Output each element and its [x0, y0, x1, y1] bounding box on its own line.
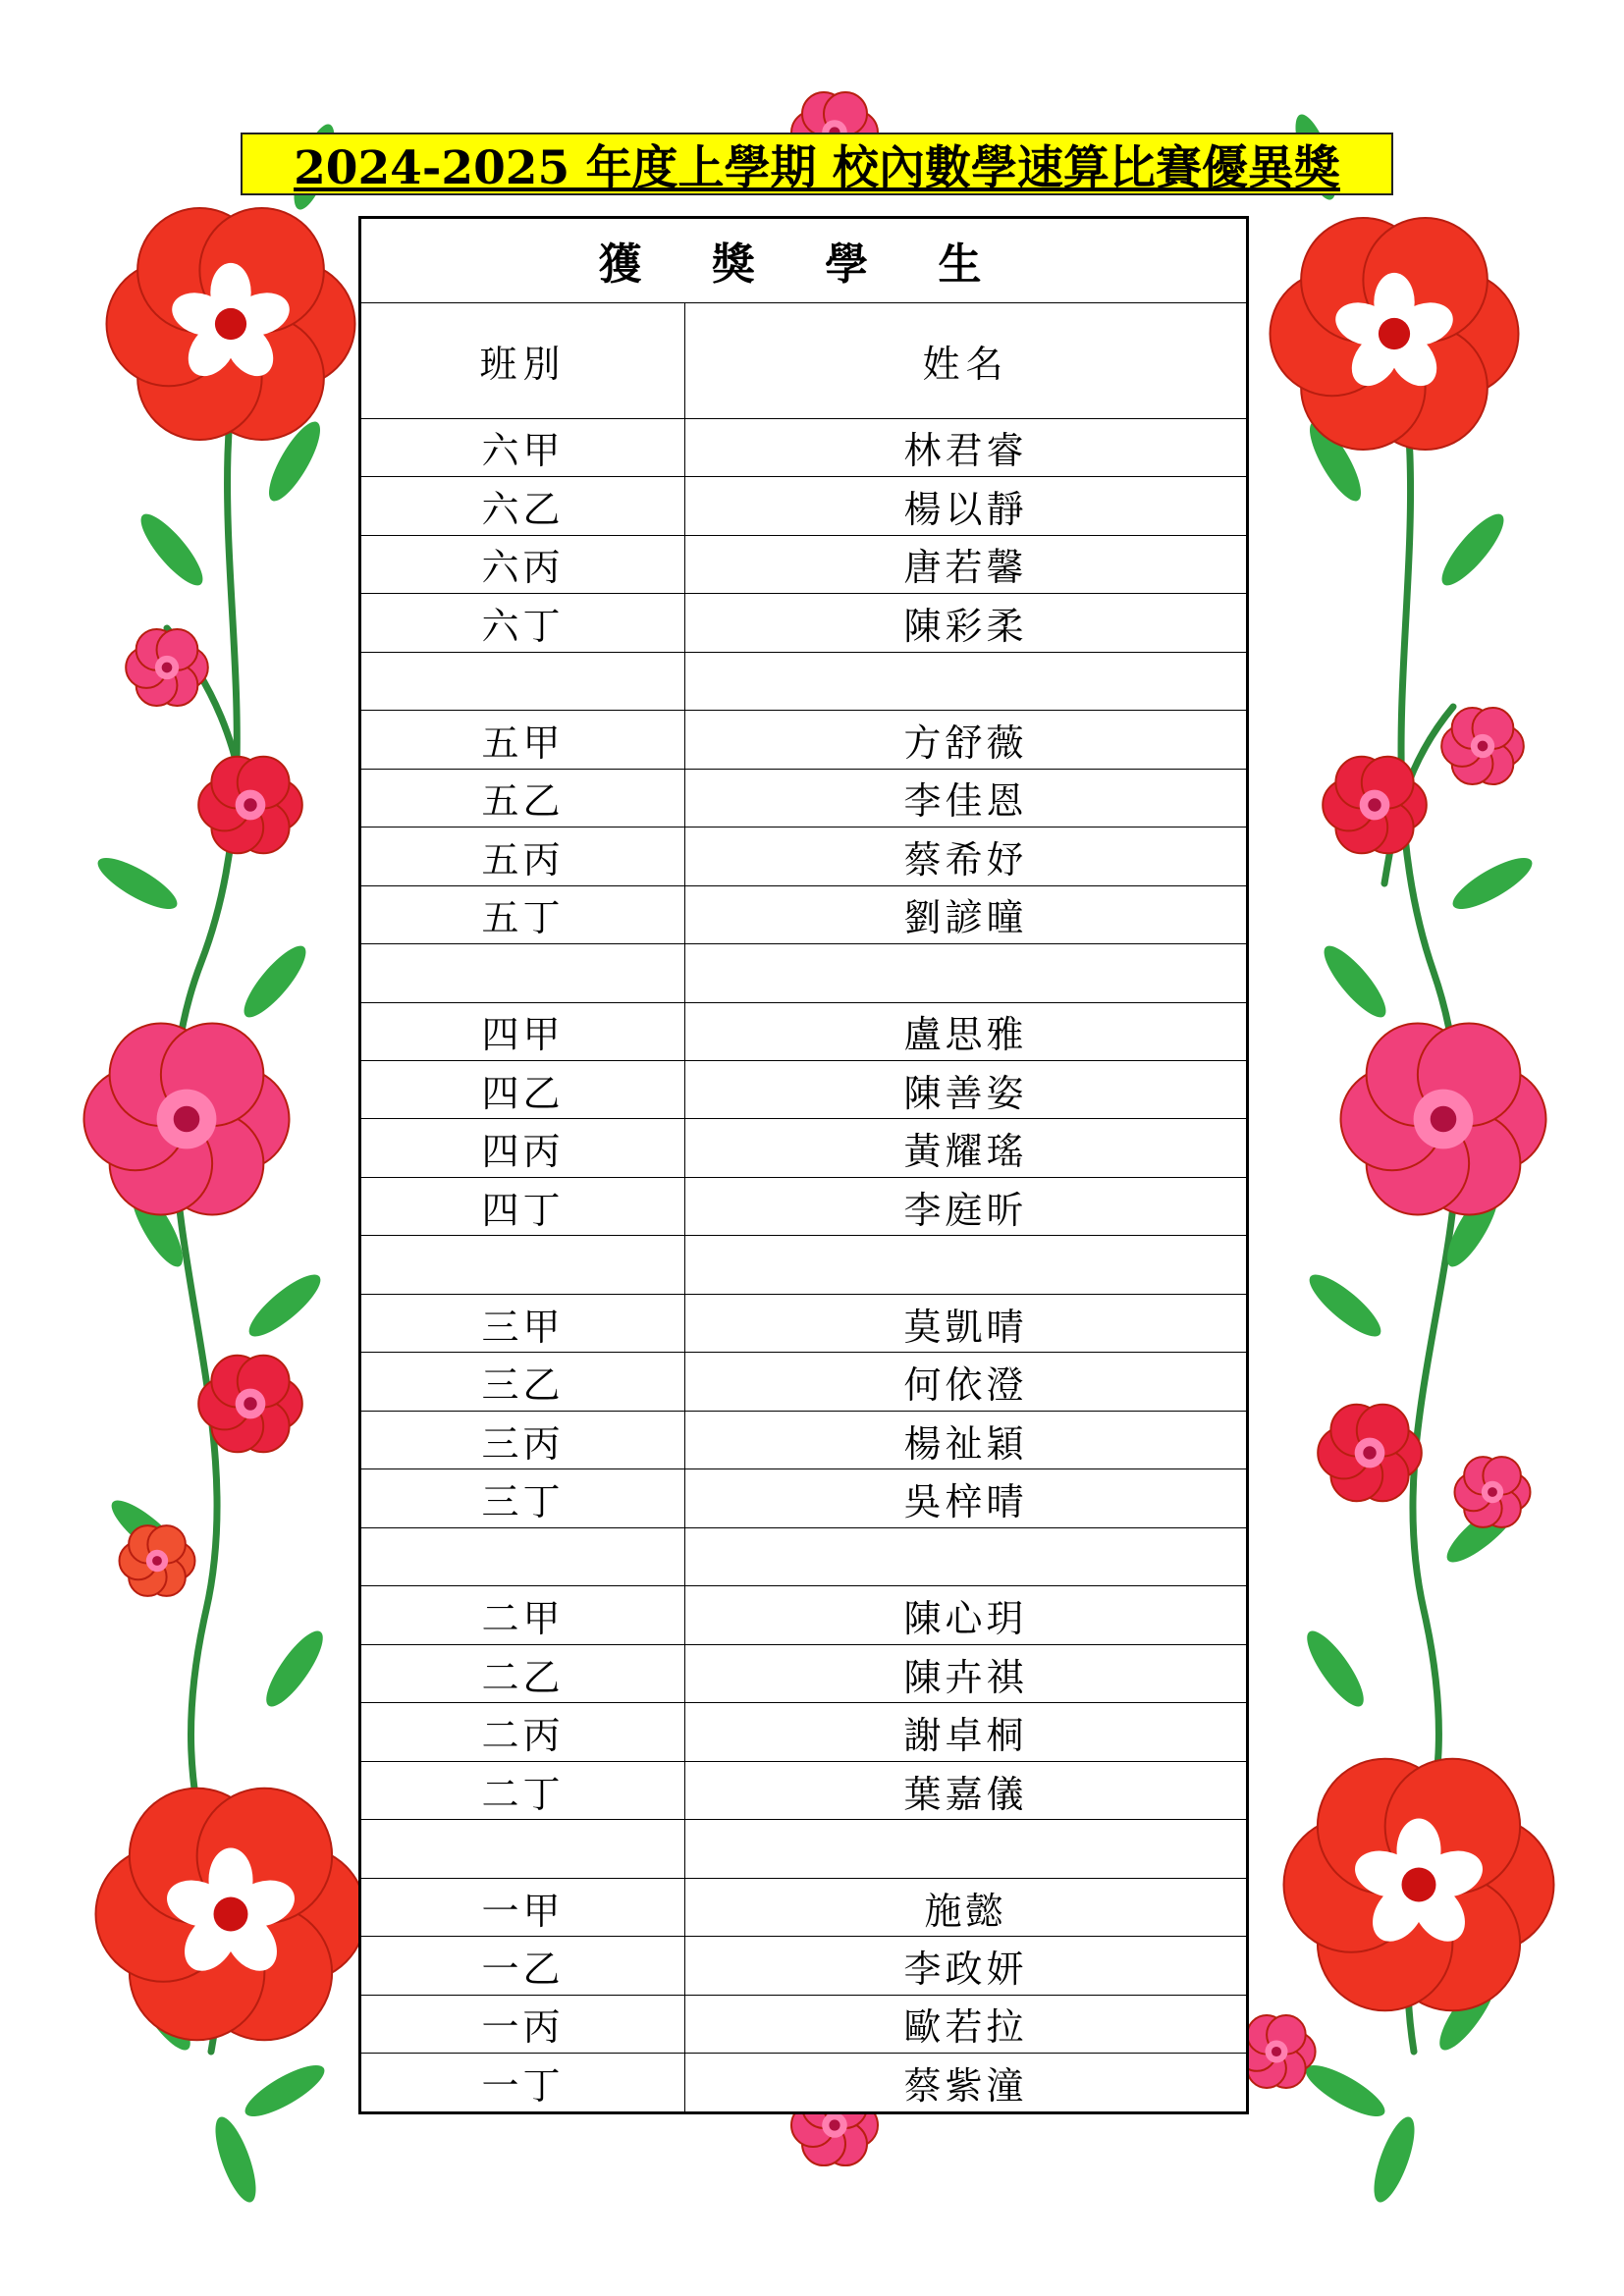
- flower-icon: [126, 629, 208, 706]
- student-name-cell: 陳心玥: [685, 1586, 1247, 1644]
- class-cell: 一甲: [361, 1878, 685, 1936]
- table-row: [361, 1761, 1247, 1819]
- student-name-cell: 莫凱晴: [685, 1294, 1247, 1352]
- student-name-cell: 施懿: [685, 1878, 1247, 1936]
- table-header-row: [361, 302, 1247, 418]
- table-row: [361, 594, 1247, 652]
- flower-icon: [1323, 757, 1427, 854]
- class-cell: 二乙: [361, 1644, 685, 1702]
- table-row: [361, 477, 1247, 535]
- table-caption: 獲 獎 學 生: [361, 219, 1247, 303]
- class-cell: 四丁: [361, 1177, 685, 1235]
- leaf-icon: [242, 1266, 328, 1346]
- class-cell: 一丁: [361, 2054, 685, 2112]
- table-row: [361, 1177, 1247, 1235]
- leaf-icon: [133, 507, 212, 593]
- leaf-icon: [1434, 507, 1513, 593]
- table-row: [361, 1469, 1247, 1527]
- class-cell: 四乙: [361, 1061, 685, 1119]
- class-cell: 五丙: [361, 828, 685, 885]
- flower-icon: [107, 208, 355, 440]
- class-cell: 三丙: [361, 1411, 685, 1468]
- flower-icon: [1341, 1024, 1546, 1215]
- class-cell: 五甲: [361, 711, 685, 769]
- table-row: [361, 769, 1247, 827]
- flower-icon: [1271, 218, 1519, 450]
- flower-icon: [1455, 1457, 1531, 1527]
- class-cell: 六丁: [361, 594, 685, 652]
- class-cell: [361, 944, 685, 1002]
- class-cell: 二丙: [361, 1703, 685, 1761]
- table-row: [361, 1586, 1247, 1644]
- class-cell: 三甲: [361, 1294, 685, 1352]
- flower-icon: [198, 757, 302, 854]
- table-row: [361, 1937, 1247, 1995]
- leaf-icon: [1366, 2112, 1423, 2207]
- class-cell: 四甲: [361, 1002, 685, 1060]
- student-name-cell: 方舒薇: [685, 711, 1247, 769]
- student-name-cell: [685, 1236, 1247, 1294]
- student-name-cell: 何依澄: [685, 1353, 1247, 1411]
- class-cell: 五乙: [361, 769, 685, 827]
- student-name-cell: 楊以靜: [685, 477, 1247, 535]
- class-cell: [361, 652, 685, 710]
- header-name: 姓名: [685, 302, 1247, 418]
- student-name-cell: 唐若馨: [685, 535, 1247, 593]
- flower-icon: [198, 1356, 302, 1453]
- table-row: [361, 2054, 1247, 2112]
- class-cell: 六丙: [361, 535, 685, 593]
- table-row: [361, 1820, 1247, 1878]
- class-cell: 一丙: [361, 1995, 685, 2053]
- table-row: [361, 535, 1247, 593]
- student-name-cell: 劉諺曈: [685, 885, 1247, 943]
- table-caption-row: [361, 219, 1247, 303]
- leaf-icon: [1298, 1624, 1373, 1713]
- leaf-icon: [1299, 2056, 1391, 2125]
- class-cell: 三乙: [361, 1353, 685, 1411]
- student-name-cell: 盧思雅: [685, 1002, 1247, 1060]
- flower-icon: [1284, 1759, 1554, 2011]
- table-row: [361, 828, 1247, 885]
- table-row: [361, 1119, 1247, 1177]
- student-name-cell: [685, 944, 1247, 1002]
- student-name-cell: 葉嘉儀: [685, 1761, 1247, 1819]
- table-row: [361, 711, 1247, 769]
- header-class: 班別: [361, 302, 685, 418]
- leaf-icon: [236, 938, 315, 1025]
- student-name-cell: 李政妍: [685, 1937, 1247, 1995]
- student-name-cell: 李庭昕: [685, 1177, 1247, 1235]
- table-row: [361, 944, 1247, 1002]
- flower-icon: [120, 1525, 195, 1596]
- student-name-cell: 黃耀瑤: [685, 1119, 1247, 1177]
- table-row: [361, 885, 1247, 943]
- class-cell: [361, 1527, 685, 1585]
- table-row: [361, 1353, 1247, 1411]
- class-cell: 一乙: [361, 1937, 685, 1995]
- table-row: [361, 1236, 1247, 1294]
- flower-icon: [1318, 1405, 1422, 1502]
- student-name-cell: 吳梓晴: [685, 1469, 1247, 1527]
- student-name-cell: 陳善姿: [685, 1061, 1247, 1119]
- page-title: 2024-2025 年度上學期 校內數學速算比賽優異獎: [241, 133, 1393, 195]
- leaf-icon: [257, 1624, 332, 1713]
- student-name-cell: [685, 652, 1247, 710]
- leaf-icon: [1302, 1266, 1388, 1346]
- table-row: [361, 1411, 1247, 1468]
- flower-icon: [1237, 2015, 1315, 2088]
- table-row: [361, 652, 1247, 710]
- student-name-cell: [685, 1527, 1247, 1585]
- student-name-cell: 蔡紫潼: [685, 2054, 1247, 2112]
- flower-icon: [84, 1024, 290, 1215]
- student-name-cell: 李佳恩: [685, 769, 1247, 827]
- student-name-cell: 陳彩柔: [685, 594, 1247, 652]
- table-row: [361, 1703, 1247, 1761]
- student-name-cell: 謝卓桐: [685, 1703, 1247, 1761]
- student-name-cell: 楊祉穎: [685, 1411, 1247, 1468]
- table-row: [361, 1644, 1247, 1702]
- flower-icon: [96, 1789, 366, 2041]
- leaf-icon: [239, 2056, 331, 2125]
- class-cell: [361, 1236, 685, 1294]
- student-name-cell: 陳卉祺: [685, 1644, 1247, 1702]
- table-row: [361, 1294, 1247, 1352]
- class-cell: 五丁: [361, 885, 685, 943]
- table-row: [361, 1527, 1247, 1585]
- class-cell: 二甲: [361, 1586, 685, 1644]
- class-cell: 三丁: [361, 1469, 685, 1527]
- leaf-icon: [207, 2112, 264, 2207]
- table-row: [361, 418, 1247, 476]
- class-cell: 六甲: [361, 418, 685, 476]
- table-row: [361, 1002, 1247, 1060]
- table-row: [361, 1061, 1247, 1119]
- class-cell: 二丁: [361, 1761, 685, 1819]
- student-name-cell: 歐若拉: [685, 1995, 1247, 2053]
- leaf-icon: [1446, 849, 1539, 918]
- award-table: [358, 216, 1249, 2114]
- student-name-cell: 林君睿: [685, 418, 1247, 476]
- class-cell: [361, 1820, 685, 1878]
- leaf-icon: [91, 849, 184, 918]
- table-row: [361, 1995, 1247, 2053]
- class-cell: 六乙: [361, 477, 685, 535]
- student-name-cell: [685, 1820, 1247, 1878]
- leaf-icon: [1316, 938, 1395, 1025]
- student-name-cell: 蔡希妤: [685, 828, 1247, 885]
- flower-icon: [1441, 708, 1524, 784]
- class-cell: 四丙: [361, 1119, 685, 1177]
- table-row: [361, 1878, 1247, 1936]
